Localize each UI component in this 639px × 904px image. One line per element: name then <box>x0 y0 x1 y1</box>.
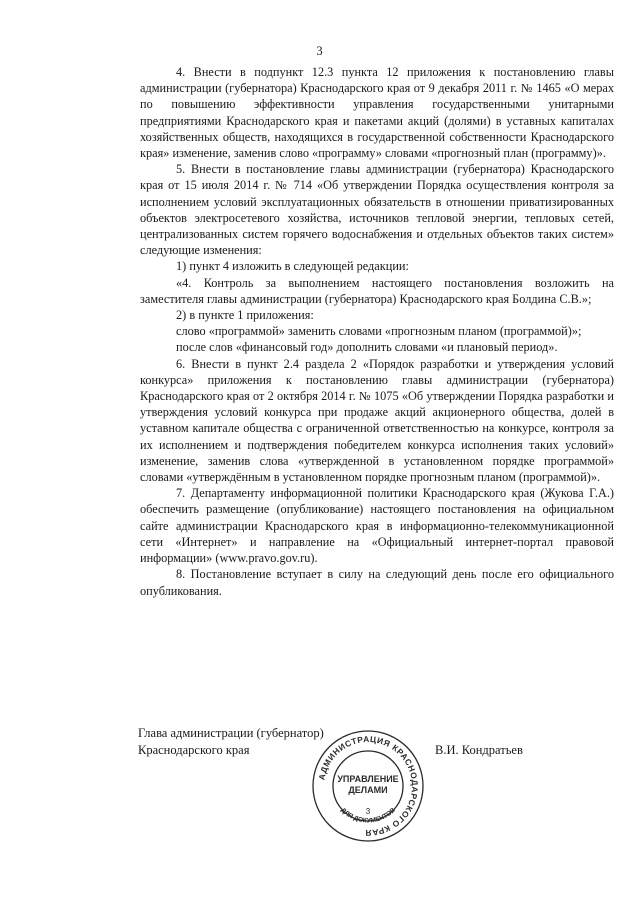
paragraph-item-7: 7. Департаменту информационной политики Краснодарского края (Жукова Г.А.) обеспечить размещение (опубликование) настоящего постановления на официальном сайте администрации Краснодарского края в информационно-телекоммуникационной сети «Интернет» и направление на «Официальный интернет-портал правовой информации» (www.pravo.gov.ru). <box>140 486 614 566</box>
stamp-bottom-text: ДЛЯ ДОКУМЕНТОВ <box>339 806 397 825</box>
signature-title <box>138 725 324 759</box>
paragraph-word-replacement: слово «программой» заменить словами «прогнозным планом (программой)»; <box>176 324 582 339</box>
official-stamp <box>310 728 426 844</box>
paragraph-item-4: 4. Внести в подпункт 12.3 пункта 12 приложения к постановлению главы администрации (губернатора) Краснодарского края от 9 декабря 2011 г. № 1465 «О мерах по повышению эффективности управления государственными унитарными предприятиями Краснодарского края и пакетами акций (долями) в уставных капиталах хозяйственных обществ, находящихся в государственной собственности Краснодарского края» изменение, заменив слово «программу» словами «прогнозный план (программу)». <box>140 65 614 161</box>
paragraph-subitem-1: 1) пункт 4 изложить в следующей редакции: <box>176 259 409 274</box>
stamp-number: 3 <box>365 807 371 816</box>
signature-name: В.И. Кондратьев <box>435 743 523 757</box>
document-body <box>140 64 614 599</box>
paragraph-word-addition: после слов «финансовый год» дополнить словами «и плановый период». <box>176 340 558 355</box>
paragraph-item-8: 8. Постановление вступает в силу на следующий день после его официального опубликования. <box>140 567 614 598</box>
stamp-seal-icon <box>310 728 426 844</box>
stamp-center-line2: ДЕЛАМИ <box>348 785 388 795</box>
paragraph-item-5: 5. Внести в постановление главы администрации (губернатора) Краснодарского края от 15 июля 2014 г. № 714 «Об утверждении Порядка осуществления контроля за исполнением условий эксплуатационных обязательств в отношении приватизированных объектов электросетевого хозяйства, источников тепловой энергии, тепловых сетей, централизованных систем горячего водоснабжения и отдельных объектов таких систем» следующие изменения: <box>140 162 614 258</box>
stamp-ring-text: АДМИНИСТРАЦИЯ КРАСНОДАРСКОГО КРАЯ <box>316 733 421 839</box>
paragraph-quote-item-4: «4. Контроль за выполнением настоящего постановления возложить на заместителя главы администрации (губернатора) Краснодарского края Болдина С.В.»; <box>140 275 614 306</box>
paragraph-subitem-2: 2) в пункте 1 приложения: <box>176 308 314 323</box>
stamp-center-line1: УПРАВЛЕНИЕ <box>337 774 399 784</box>
page-number: 3 <box>316 44 323 58</box>
signature-title-line1: Глава администрации (губернатор) <box>138 726 324 740</box>
signature-title-line2: Краснодарского края <box>138 743 250 757</box>
paragraph-item-6: 6. Внести в пункт 2.4 раздела 2 «Порядок разработки и утверждения условий конкурса» приложения к постановлению главы администрации (губернатора) Краснодарского края от 2 октября 2014 г. № 1075 «Об утверждении Порядка разработки и утверждения условий конкурса при продаже акций акционерного общества, долей в уставном капитале общества с ограниченной ответственностью на конкурсе, контроля за их исполнением и подтверждения победителем конкурса исполнения таких условий» изменение, заменив слова «утвержденной в установленном порядке программой» словами «утверждённым в установленном порядке прогнозным планом (программой)». <box>140 356 614 485</box>
